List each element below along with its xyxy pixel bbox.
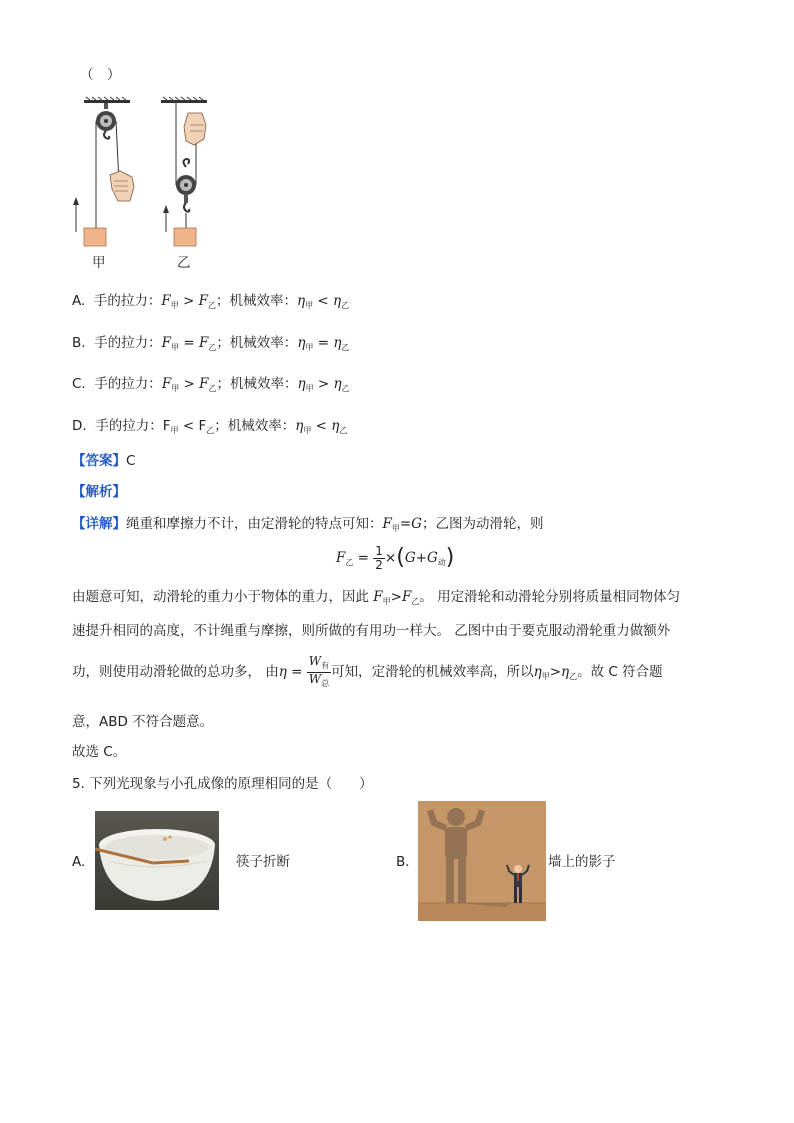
answer-line <box>72 452 135 470</box>
detail-line-5: 意，ABD 不符合题意。 <box>72 714 214 730</box>
figure-label-left: 甲 <box>92 255 106 271</box>
small-man <box>507 865 529 903</box>
formula-dynamic-pulley: $F_乙$ = $\frac{1}{2}$ $\times(G+G_动)$ <box>336 543 455 572</box>
question-bracket: （ ） <box>80 67 121 83</box>
option-letter: B. <box>72 335 86 351</box>
figure-label-right: 乙 <box>177 255 191 271</box>
q5-option-b-letter[interactable]: B. <box>396 854 410 870</box>
ceiling-left <box>84 97 130 103</box>
option-b[interactable]: B. 手的拉力：$F_甲 = F_乙$；机械效率：$\eta_甲 = \eta_乙$ <box>72 335 350 352</box>
detail-line-2: 由题意可知，动滑轮的重力小于物体的重力，因此 $F_甲>F_乙$。 用定滑轮和动滑轮分别将质量相同物体匀 <box>72 589 681 606</box>
option-a[interactable]: A. 手的拉力：$F_甲 > F_乙$；机械效率：$\eta_甲 < \eta_乙$ <box>72 293 350 310</box>
detail-line-3: 速提升相同的高度，不计绳重与摩擦，则所做的有用功一样大。 乙图中由于要克服动滑轮重力做额外 <box>72 623 671 639</box>
conclusion: 故选 C。 <box>72 744 127 760</box>
option-c[interactable]: C. 手的拉力：$F_甲 > F_乙$；机械效率：$\eta_甲 > \eta_乙$ <box>72 376 350 393</box>
detail-line-1: 【详解】绳重和摩擦力不计，由定滑轮的特点可知：$F_甲=G$；乙图为动滑轮，则 <box>72 516 544 533</box>
wall-shadow-illustration[interactable] <box>418 801 546 921</box>
bowl-illustration <box>95 811 219 910</box>
answer-label: 【答案】 <box>72 453 126 469</box>
hand-left <box>110 171 134 201</box>
fixed-pulley <box>96 103 116 139</box>
detail-label: 【详解】 <box>72 516 126 532</box>
q5-option-a-caption: 筷子折断 <box>236 854 290 870</box>
shadow-figure <box>418 801 546 921</box>
option-letter: A. <box>72 293 86 309</box>
q5-option-b-caption: 墙上的影子 <box>548 854 616 870</box>
chopsticks-bowl-photo[interactable] <box>95 811 219 910</box>
option-letter: C. <box>72 376 86 392</box>
option-d[interactable]: D. 手的拉力：$F_甲 < F_乙$；机械效率：$\eta_甲 < \eta_乙$ <box>72 418 348 435</box>
option-letter: D. <box>72 418 87 434</box>
movable-pulley <box>176 159 196 212</box>
hand-right <box>184 113 206 145</box>
q5-option-a-letter[interactable]: A. <box>72 854 86 870</box>
detail-line-4: 功，则使用动滑轮做的总功多， 由η = $\frac{W_有}{W_总}$ 可知，定滑轮的机械效率高，所以$\eta_甲>\eta_乙$。故 C 符合题 <box>72 653 663 688</box>
question-5-stem: 5. 下列光现象与小孔成像的原理相同的是（ ） <box>72 776 373 792</box>
answer-value: C <box>126 453 136 469</box>
block-left <box>84 228 106 246</box>
block-right <box>174 228 196 246</box>
pulley-figure <box>66 95 236 275</box>
ceiling-right <box>161 97 207 103</box>
analysis-label: 【解析】 <box>72 484 126 500</box>
